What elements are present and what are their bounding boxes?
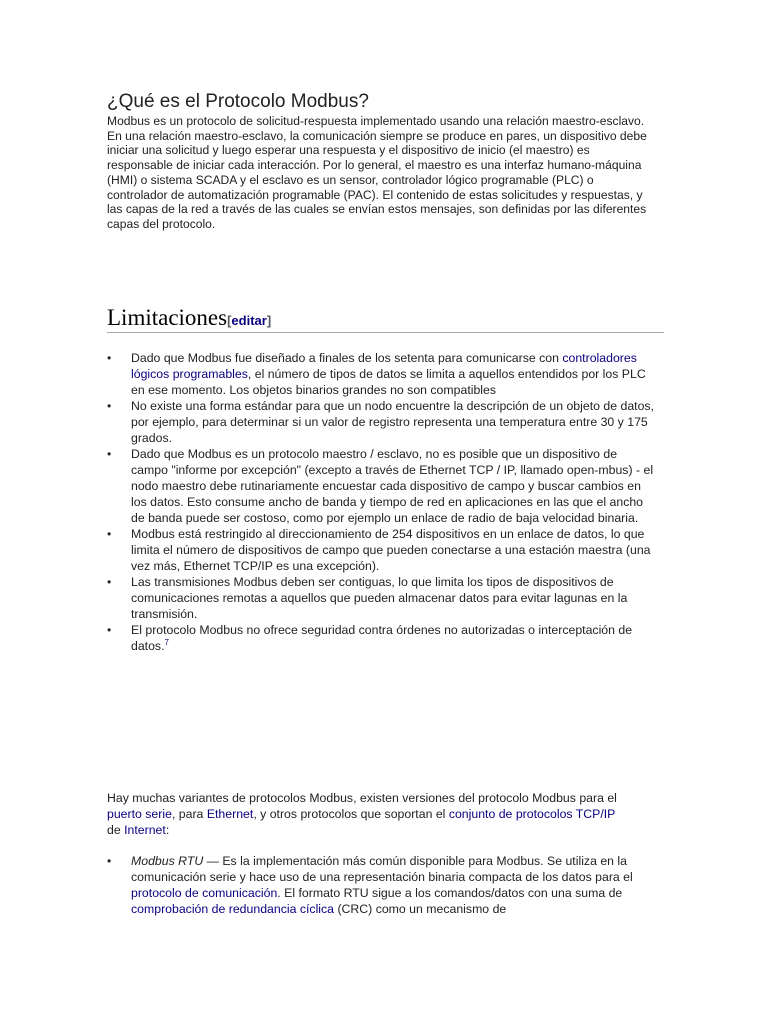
list-item [107,398,657,446]
variants-text: , y otros protocolos que soportan el [253,807,449,821]
list-item [107,853,655,917]
internet-link[interactable]: Internet [124,823,166,837]
variants-text: de [107,823,125,837]
bullet-icon: • [107,575,112,589]
edit-section [227,313,271,328]
plc-link[interactable]: controladores lógicos programables [131,351,637,381]
edit-bracket-open: [ [227,313,232,328]
list-item-text: Dado que Modbus fue diseñado a finales de los setenta para comunicarse con [131,351,563,365]
limitations-list [107,350,657,654]
list-item-text: Dado que Modbus es un protocolo maestro / esclavo, no es posible que un dispositivo de campo "informe por excepción" (excepto a través de Ethernet TCP / IP, llamado open-mbus) - el nodo maestro debe rutinariamente encuestar cada dispositivo de campo y buscar cambios en los datos. Esto consume ancho de banda y tiempo de red en aplicaciones en las que el ancho de banda puede ser costoso, como por ejemplo un enlace de radio de baja velocidad binaria. [131,447,654,525]
bullet-icon: • [107,447,112,461]
crc-link[interactable]: comprobación de redundancia cíclica [131,902,335,916]
variants-text: Hay muchas variantes de protocolos Modbus, existen versiones del protocolo Modbus para el [107,791,617,805]
bullet-icon: • [107,527,112,541]
ethernet-link[interactable]: Ethernet [206,807,254,821]
bullet-icon: • [107,399,112,413]
list-item-text: . El formato RTU sigue a los comandos/datos con una suma de [277,886,623,900]
tcpip-suite-link[interactable]: conjunto de protocolos TCP/IP [448,807,616,821]
variants-list [107,853,655,917]
variants-text: : [165,823,170,837]
list-item [107,622,657,654]
modbus-rtu-term: Modbus RTU [131,854,204,868]
intro-paragraph: Modbus es un protocolo de solicitud-respuesta implementado usando una relación maestro-esclavo. En una relación maestro-esclavo, la comunicación siempre se produce en pares, un dispositivo debe iniciar una solicitud y luego esperar una respuesta y el dispositivo de inicio (el maestro) es responsable de iniciar cada interacción. Por lo general, el maestro es una interfaz humano-máquina (HMI) o sistema SCADA y el esclavo es un sensor, controlador lógico programable (PLC) o controlador de automatización programable (PAC). El contenido de estas solicitudes y respuestas, y las capas de la red a través de las cuales se envían estos mensajes, son definidas por las diferentes capas del protocolo. [107,114,647,231]
variants-paragraph [107,790,627,838]
limitations-heading-text: Limitaciones [107,305,228,330]
serial-port-link[interactable]: puerto serie [107,807,172,821]
variants-text: , para [171,807,207,821]
citation-link[interactable]: 7 [164,637,169,647]
bullet-icon: • [107,351,112,365]
list-item-text: — Es la implementación más común disponible para Modbus. Se utiliza en la comunicación serie y hace uso de una representación binaria compacta de los datos para el [131,854,633,884]
limitations-heading [107,304,664,333]
bullet-icon: • [107,854,112,868]
bullet-icon: • [107,623,112,637]
list-item-text: Las transmisiones Modbus deben ser contiguas, lo que limita los tipos de dispositivos de comunicaciones remotas a aquellos que pueden almacenar datos para evitar lagunas en la transmisión. [131,575,628,621]
list-item-text: , el número de tipos de datos se limita a aquellos entendidos por los PLC en ese momento. Los objetos binarios grandes no son compatibles [131,367,646,397]
communication-protocol-link[interactable]: protocolo de comunicación [131,886,278,900]
list-item-text: No existe una forma estándar para que un nodo encuentre la descripción de un objeto de datos, por ejemplo, para determinar si un valor de registro representa una temperatura entre 30 y 175 grados. [131,399,654,445]
list-item-text: (CRC) como un mecanismo de [334,902,507,916]
edit-bracket-close: ] [266,313,272,328]
page-title: ¿Qué es el Protocolo Modbus? [107,91,369,112]
list-item [107,350,657,398]
list-item [107,446,657,526]
list-item [107,574,657,622]
list-item-text: Modbus está restringido al direccionamiento de 254 dispositivos en un enlace de datos, lo que limita el número de dispositivos de campo que pueden conectarse a una estación maestra (una vez más, Ethernet TCP/IP es una excepción). [131,527,651,573]
edit-link[interactable]: editar [231,313,267,328]
list-item [107,526,657,574]
list-item-text: El protocolo Modbus no ofrece seguridad contra órdenes no autorizadas o interceptación de datos. [131,623,633,653]
